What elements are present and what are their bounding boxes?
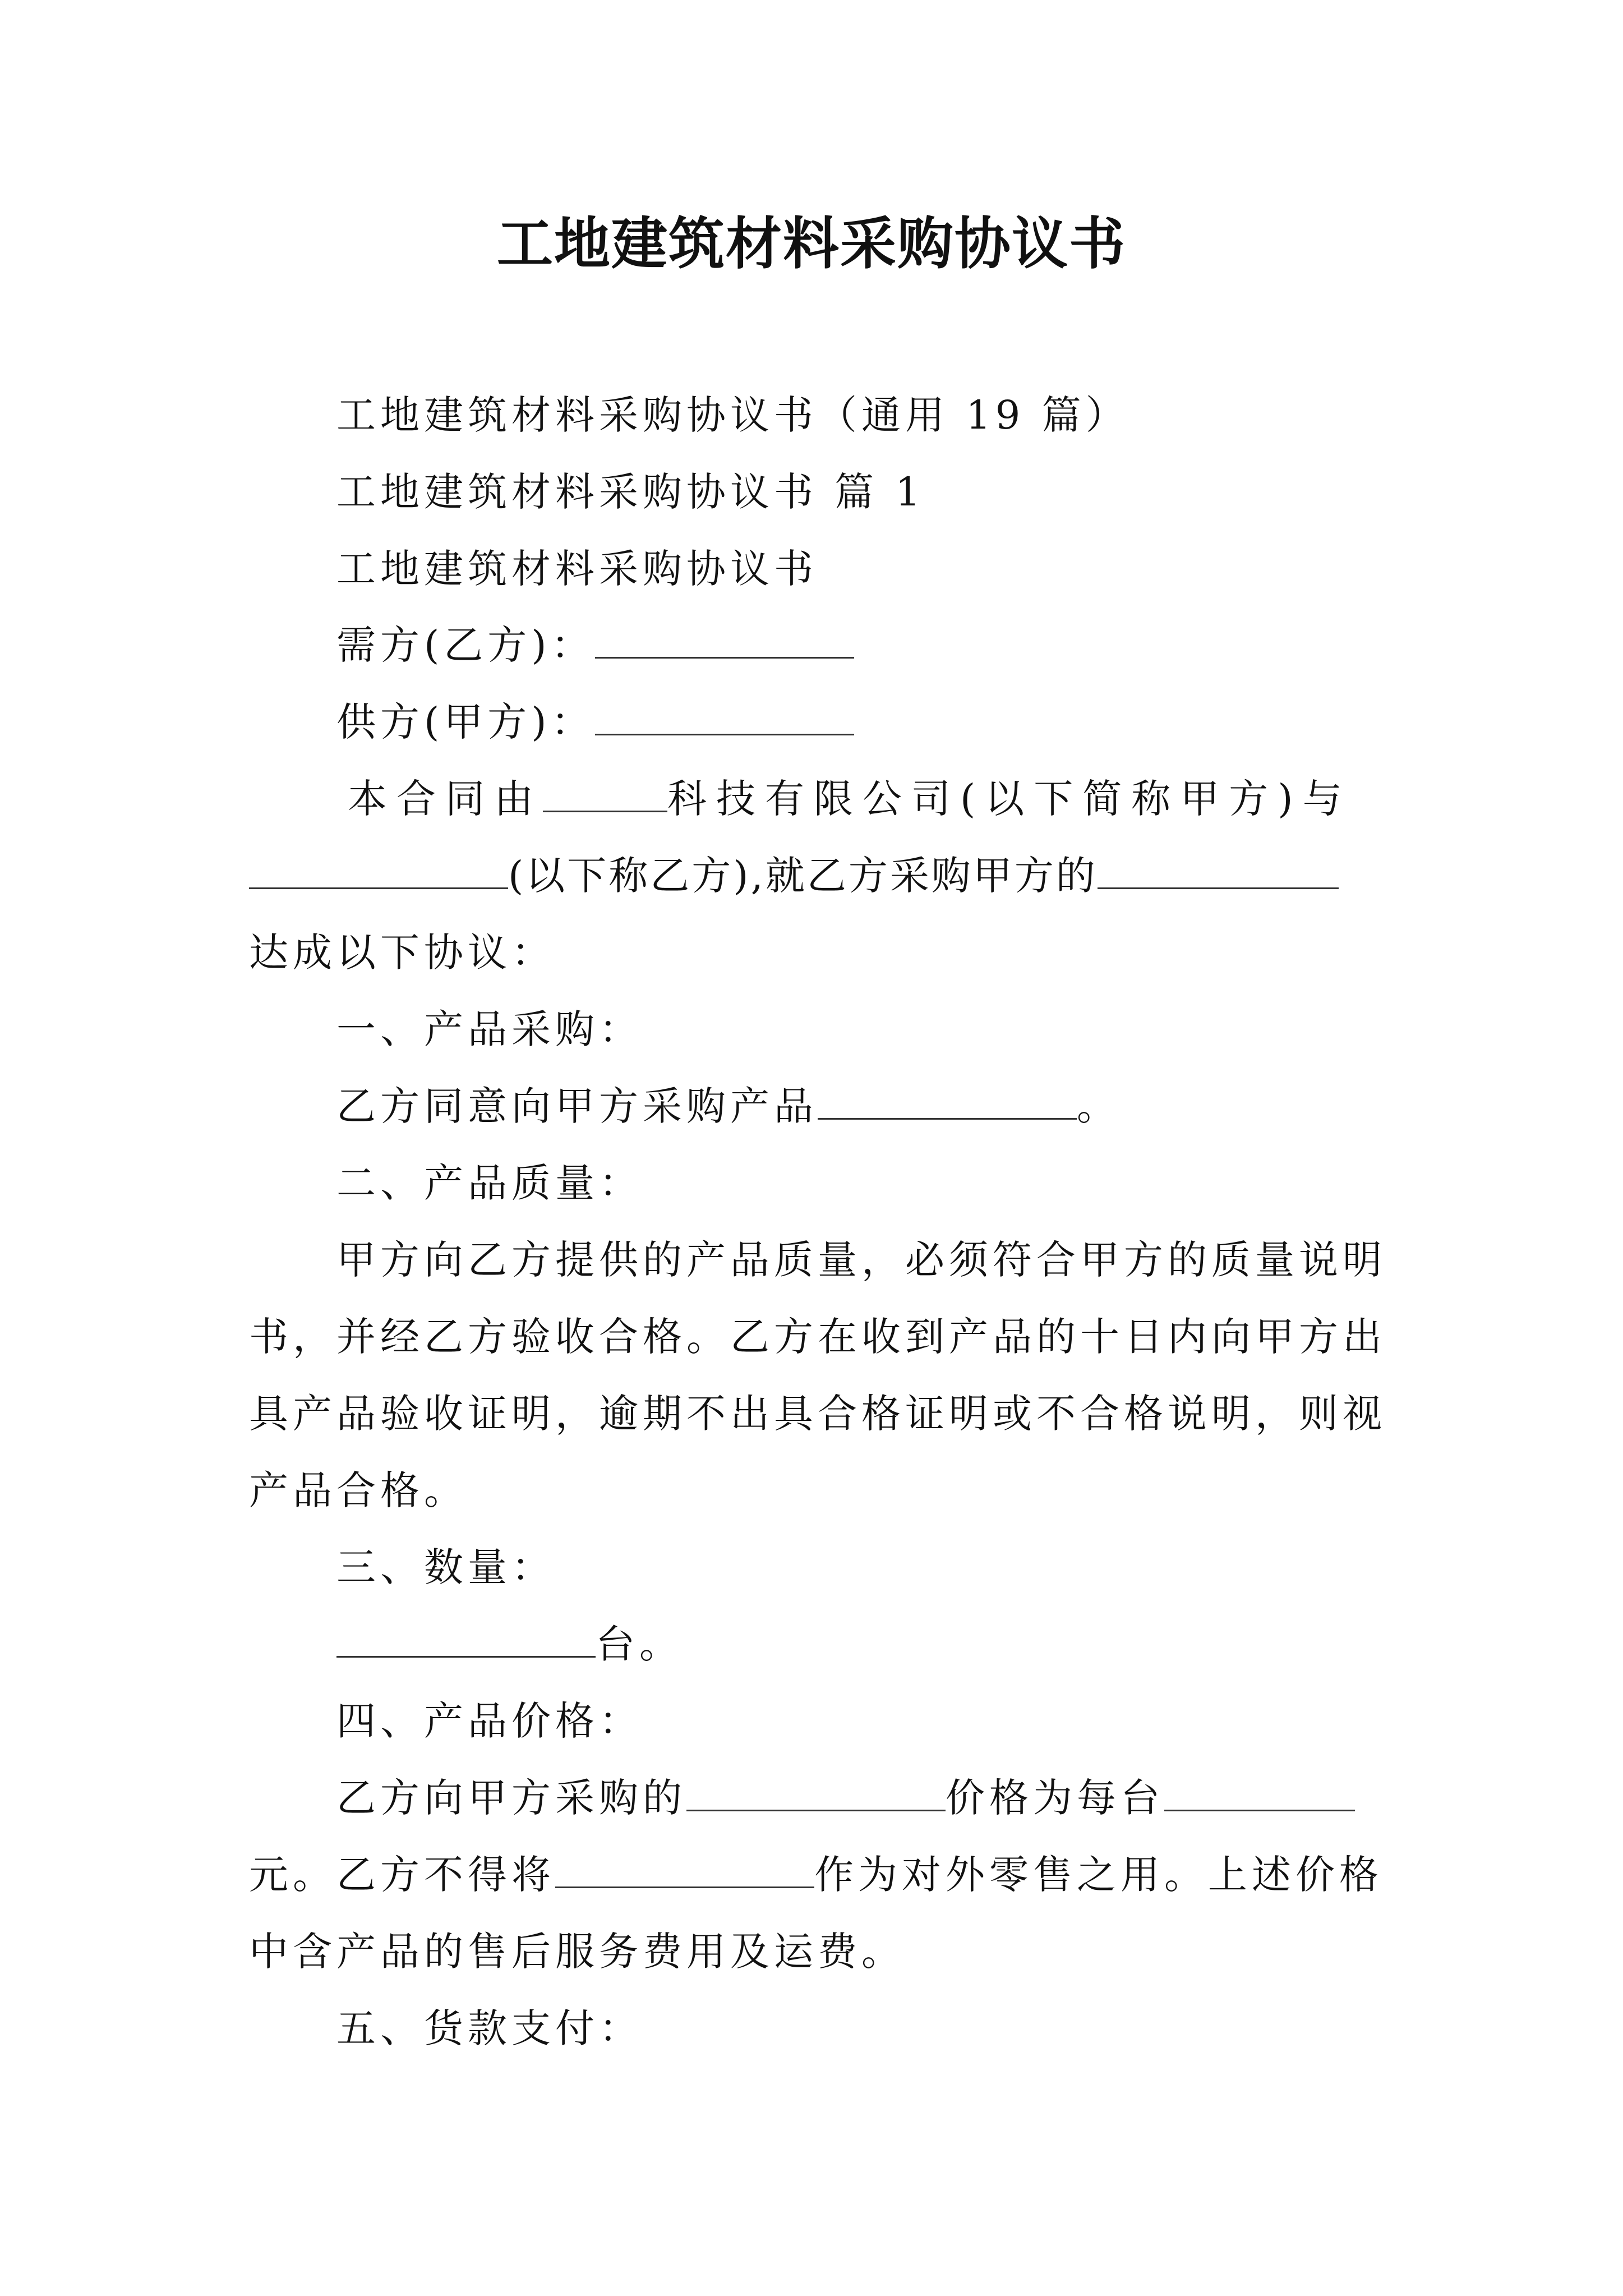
product-blank (1098, 853, 1339, 889)
buyer-label: 需方(乙方)： (336, 622, 595, 668)
section-5-title: 五、货款支付： (336, 2005, 643, 2051)
section-4-text-d: 作为对外零售之用。上述价格 (814, 1852, 1383, 1898)
section-1-text: 乙方同意向甲方采购产品 (336, 1083, 818, 1129)
section-1-end: 。 (1077, 1083, 1121, 1129)
intro-line-2 (249, 848, 1339, 904)
section-1-title: 一、产品采购： (336, 1006, 643, 1052)
company-blank (543, 776, 667, 812)
buyer-blank (595, 622, 854, 659)
intro-text-d: 达成以下协议： (249, 930, 555, 976)
retail-product-blank (555, 1852, 814, 1888)
section-4-text-c: 元。乙方不得将 (249, 1852, 555, 1898)
intro-line-1 (348, 771, 1352, 827)
seller-blank (595, 699, 854, 735)
intro-text-a: 本合同由 (348, 776, 543, 822)
buyer-line (336, 617, 854, 673)
intro-text-c: (以下称乙方),就乙方采购甲方的 (508, 853, 1098, 899)
section-3-line (336, 1616, 683, 1672)
seller-line (336, 694, 854, 750)
intro-text-b: 科技有限公司(以下简称甲方)与 (667, 776, 1352, 822)
section-4-line-2 (249, 1847, 1383, 1903)
section-2-line-4: 产品合格。 (249, 1467, 468, 1513)
section-2-line-3: 具产品验收证明，逾期不出具合格证明或不合格说明，则视 (249, 1391, 1386, 1437)
section-4-line-1 (336, 1770, 1355, 1826)
section-heading: 工地建筑材料采购协议书 (336, 546, 818, 592)
section-2-line-2: 书，并经乙方验收合格。乙方在收到产品的十日内向甲方出 (249, 1314, 1386, 1360)
section-3-title: 三、数量： (336, 1544, 555, 1590)
section-4-line-3: 中含产品的售后服务费用及运费。 (249, 1929, 905, 1975)
document-title: 工地建筑材料采购协议书 (497, 211, 1126, 277)
section-4-title: 四、产品价格： (336, 1698, 643, 1744)
unit-price-blank (1164, 1775, 1355, 1811)
section-3-text: 台。 (596, 1621, 683, 1667)
seller-label: 供方(甲方)： (336, 699, 595, 745)
section-2-line-1: 甲方向乙方提供的产品质量，必须符合甲方的质量说明 (336, 1237, 1386, 1283)
section-4-text-b: 价格为每台 (946, 1775, 1164, 1821)
chapter-heading: 工地建筑材料采购协议书 篇 1 (336, 469, 925, 515)
price-product-blank (686, 1775, 946, 1811)
section-4-text-a: 乙方向甲方采购的 (336, 1775, 686, 1821)
purchase-product-blank (818, 1083, 1077, 1120)
party-b-blank (249, 853, 508, 889)
section-2-title: 二、产品质量： (336, 1160, 643, 1206)
section-1-line (336, 1078, 1121, 1134)
quantity-blank (336, 1621, 596, 1658)
document-subtitle: 工地建筑材料采购协议书（通用 19 篇） (336, 392, 1129, 438)
